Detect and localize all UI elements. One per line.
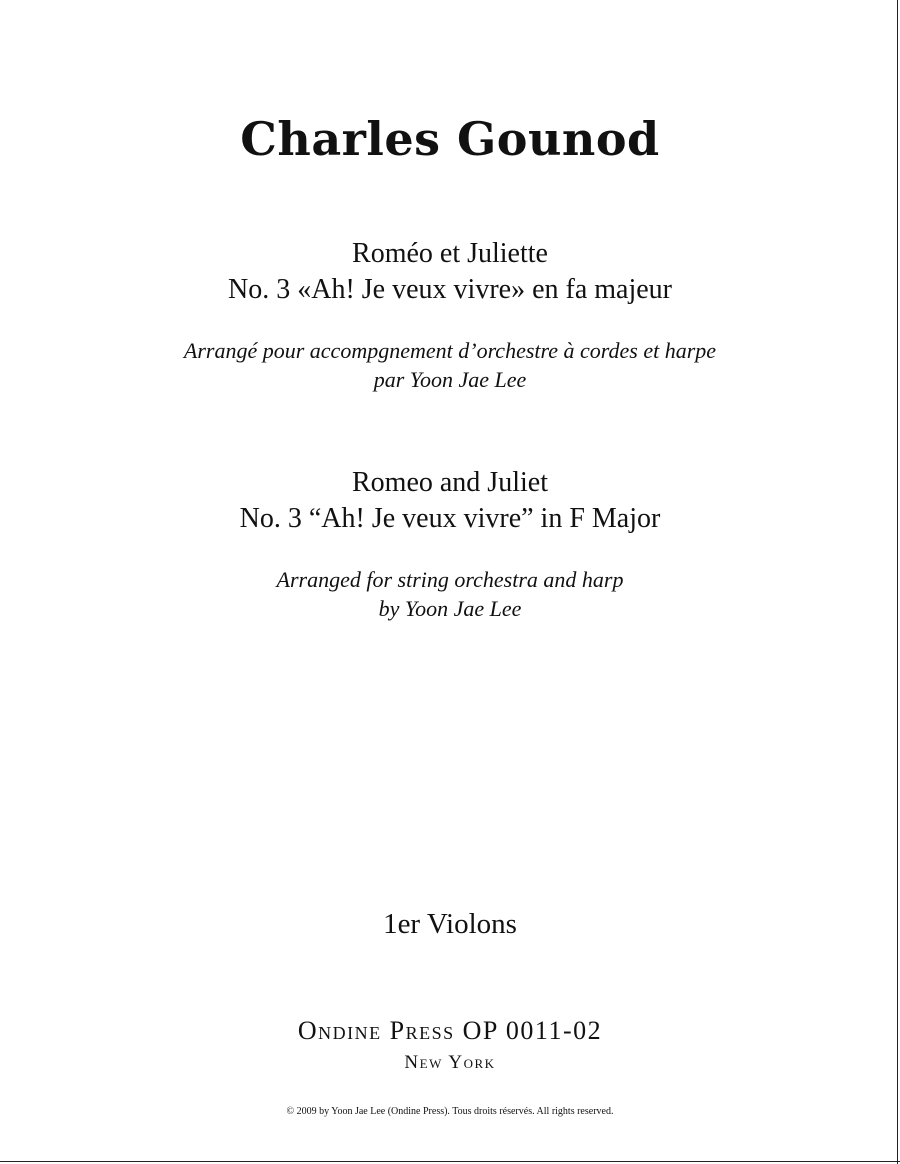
english-title: Romeo and Juliet xyxy=(352,467,548,498)
part-name: 1er Violons xyxy=(383,908,517,940)
english-subtitle: No. 3 “Ah! Je veux vivre” in F Major xyxy=(239,503,661,534)
french-arranger-line: par Yoon Jae Lee xyxy=(373,367,527,392)
french-subtitle: No. 3 «Ah! Je veux vivre» en fa majeur xyxy=(228,274,672,305)
english-arranger-line: by Yoon Jae Lee xyxy=(378,596,522,621)
publisher-name: Ondine Press OP 0011-02 xyxy=(297,1016,603,1045)
english-arrangement-line: Arranged for string orchestra and harp xyxy=(276,567,624,592)
french-title: Roméo et Juliette xyxy=(352,238,548,269)
french-arrangement-line: Arrangé pour accompgnement d’orchestre à cordes et harpe xyxy=(183,338,717,363)
copyright-notice: © 2009 by Yoon Jae Lee (Ondine Press). Tous droits réservés. All rights reserved. xyxy=(286,1106,614,1117)
composer-name: Charles Gounod xyxy=(240,112,660,166)
page-border-bottom xyxy=(0,1161,900,1162)
publisher-city: New York xyxy=(404,1052,496,1073)
